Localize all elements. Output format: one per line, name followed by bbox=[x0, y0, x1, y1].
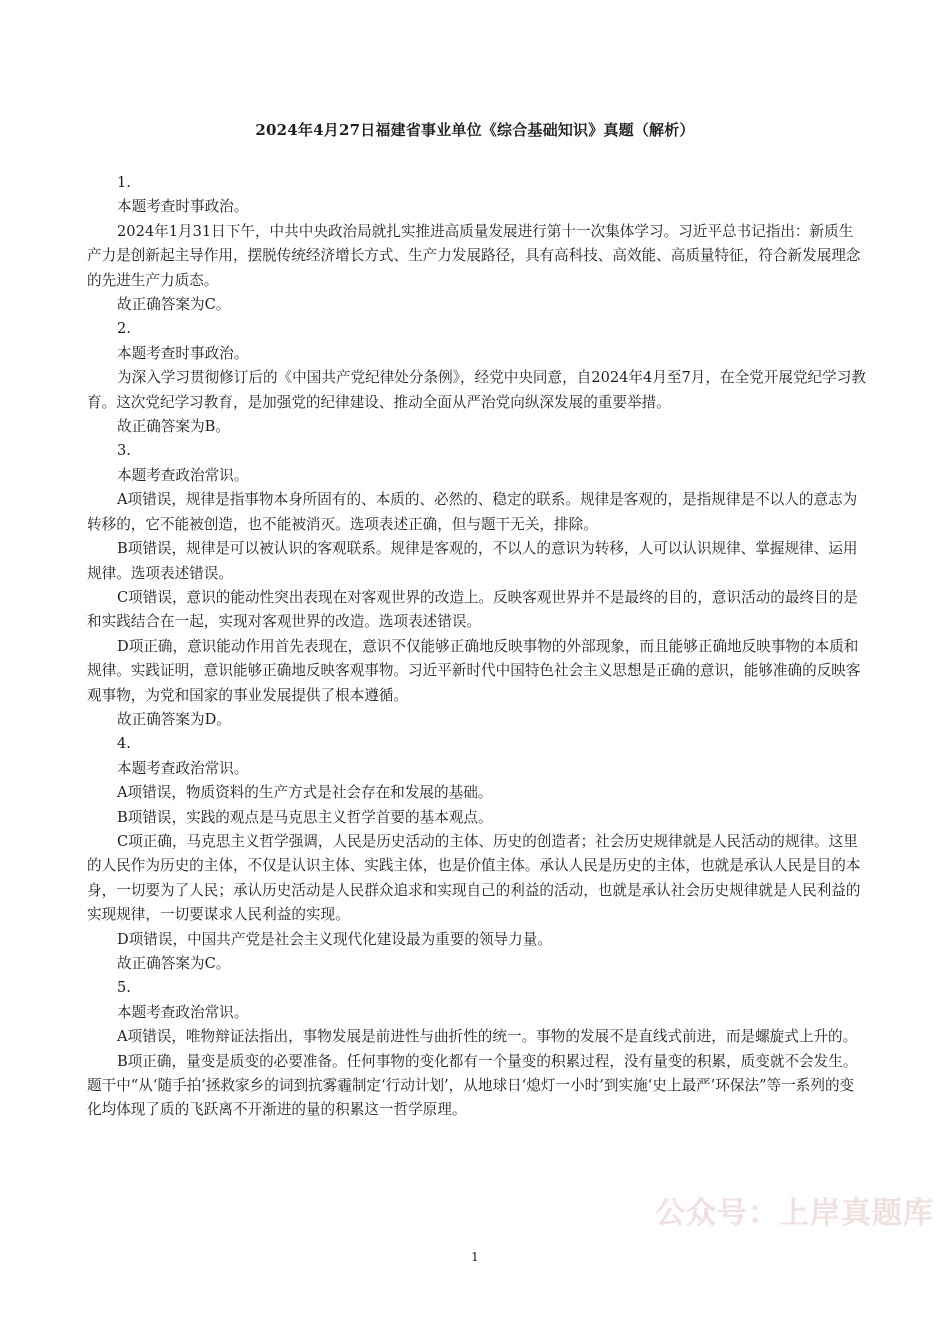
paragraph: 故正确答案为C。 bbox=[117, 296, 231, 314]
paragraph: B项错误，规律是可以被认识的客观联系。规律是客观的，不以人的意识为转移，人可以认识规律、掌握规律、运用规律。选项表述错误。 bbox=[87, 540, 858, 582]
paragraph: B项正确，量变是质变的必要准备。任何事物的变化都有一个量变的积累过程，没有量变的积累，质变就不会发生。题干中“从‘随手拍’拯救家乡的词到抗雾霾制定‘行动计划’，从地球日‘熄灯一小时’到实施‘史上最严’环保法”等一系列的变化均体现了质的飞跃离不开渐进的量的积累这一哲学原理。 bbox=[87, 1052, 858, 1119]
paragraph: 本题考查时事政治。 bbox=[117, 198, 249, 216]
paragraph: B项错误，实践的观点是马克思主义哲学首要的基本观点。 bbox=[117, 808, 493, 826]
paragraph: C项正确，马克思主义哲学强调，人民是历史活动的主体、历史的创造者；社会历史规律就是人民活动的规律。这里的人民作为历史的主体，不仅是认识主体、实践主体，也是价值主体。承认人民是历史的主体，也就是承认人民是目的本身，一切要为了人民；承认历史活动是人民群众追求和实现自己的利益的活动，也就是承认社会历史规律就是人民利益的实现规律，一切要谋求人民利益的实现。 bbox=[87, 832, 861, 924]
paragraph: D项错误，中国共产党是社会主义现代化建设最为重要的领导力量。 bbox=[117, 930, 552, 948]
paragraph: 故正确答案为C。 bbox=[117, 955, 231, 972]
page-number: 1 bbox=[471, 1250, 479, 1264]
paragraph: 本题考查政治常识。 bbox=[117, 759, 249, 777]
paragraph: 2024年1月31日下午，中共中央政治局就扎实推进高质量发展进行第十一次集体学习。习近平总书记指出：新质生产力是创新起主导作用，摆脱传统经济增长方式、生产力发展路径，具有高科技、高效能、高质量特征，符合新发展理念的先进生产力质态。 bbox=[87, 222, 861, 289]
paragraph: 本题考查时事政治。 bbox=[117, 344, 249, 362]
paragraph: A项错误，唯物辩证法指出，事物发展是前进性与曲折性的统一。事物的发展不是直线式前进，而是螺旋式上升的。 bbox=[117, 1028, 858, 1046]
paragraph: A项错误，规律是指事物本身所固有的、本质的、必然的、稳定的联系。规律是客观的，是指规律是不以人的意志为转移的，它不能被创造，也不能被消灭。选项表述正确，但与题干无关，排除。 bbox=[87, 491, 858, 533]
page-title: 2024年4月27日福建省事业单位《综合基础知识》真题（解析） bbox=[255, 121, 695, 139]
paragraph: 4. bbox=[117, 735, 131, 753]
watermark: 公众号：上岸真题库 bbox=[655, 1196, 934, 1231]
paragraph: 2. bbox=[117, 320, 131, 338]
paragraph: A项错误，物质资料的生产方式是社会存在和发展的基础。 bbox=[117, 784, 493, 802]
paragraph: 本题考查政治常识。 bbox=[117, 466, 249, 484]
paragraph: 3. bbox=[117, 442, 131, 460]
paragraph: D项正确，意识能动作用首先表现在，意识不仅能够正确地反映事物的外部现象，而且能够正确地反映事物的本质和规律。实践证明，意识能够正确地反映客观事物。习近平新时代中国特色社会主义思想是正确的意识，能够准确的反映客观事物，为党和国家的事业发展提供了根本遵循。 bbox=[87, 637, 861, 704]
paragraph: 1. bbox=[117, 174, 131, 191]
paragraph: 为深入学习贯彻修订后的《中国共产党纪律处分条例》，经党中央同意，自2024年4月至7月，在全党开展党纪学习教育。这次党纪学习教育，是加强党的纪律建设、推动全面从严治党向纵深发展的重要举措。 bbox=[87, 369, 866, 411]
paragraph: C项错误，意识的能动性突出表现在对客观世界的改造上。反映客观世界并不是最终的目的，意识活动的最终目的是和实践结合在一起，实现对客观世界的改造。选项表述错误。 bbox=[87, 588, 858, 631]
answer-explanations bbox=[87, 171, 867, 1123]
paragraph: 故正确答案为B。 bbox=[117, 418, 230, 436]
paragraph: 故正确答案为D。 bbox=[117, 710, 231, 728]
paragraph: 5. bbox=[117, 979, 131, 997]
paragraph: 本题考查政治常识。 bbox=[117, 1003, 249, 1021]
